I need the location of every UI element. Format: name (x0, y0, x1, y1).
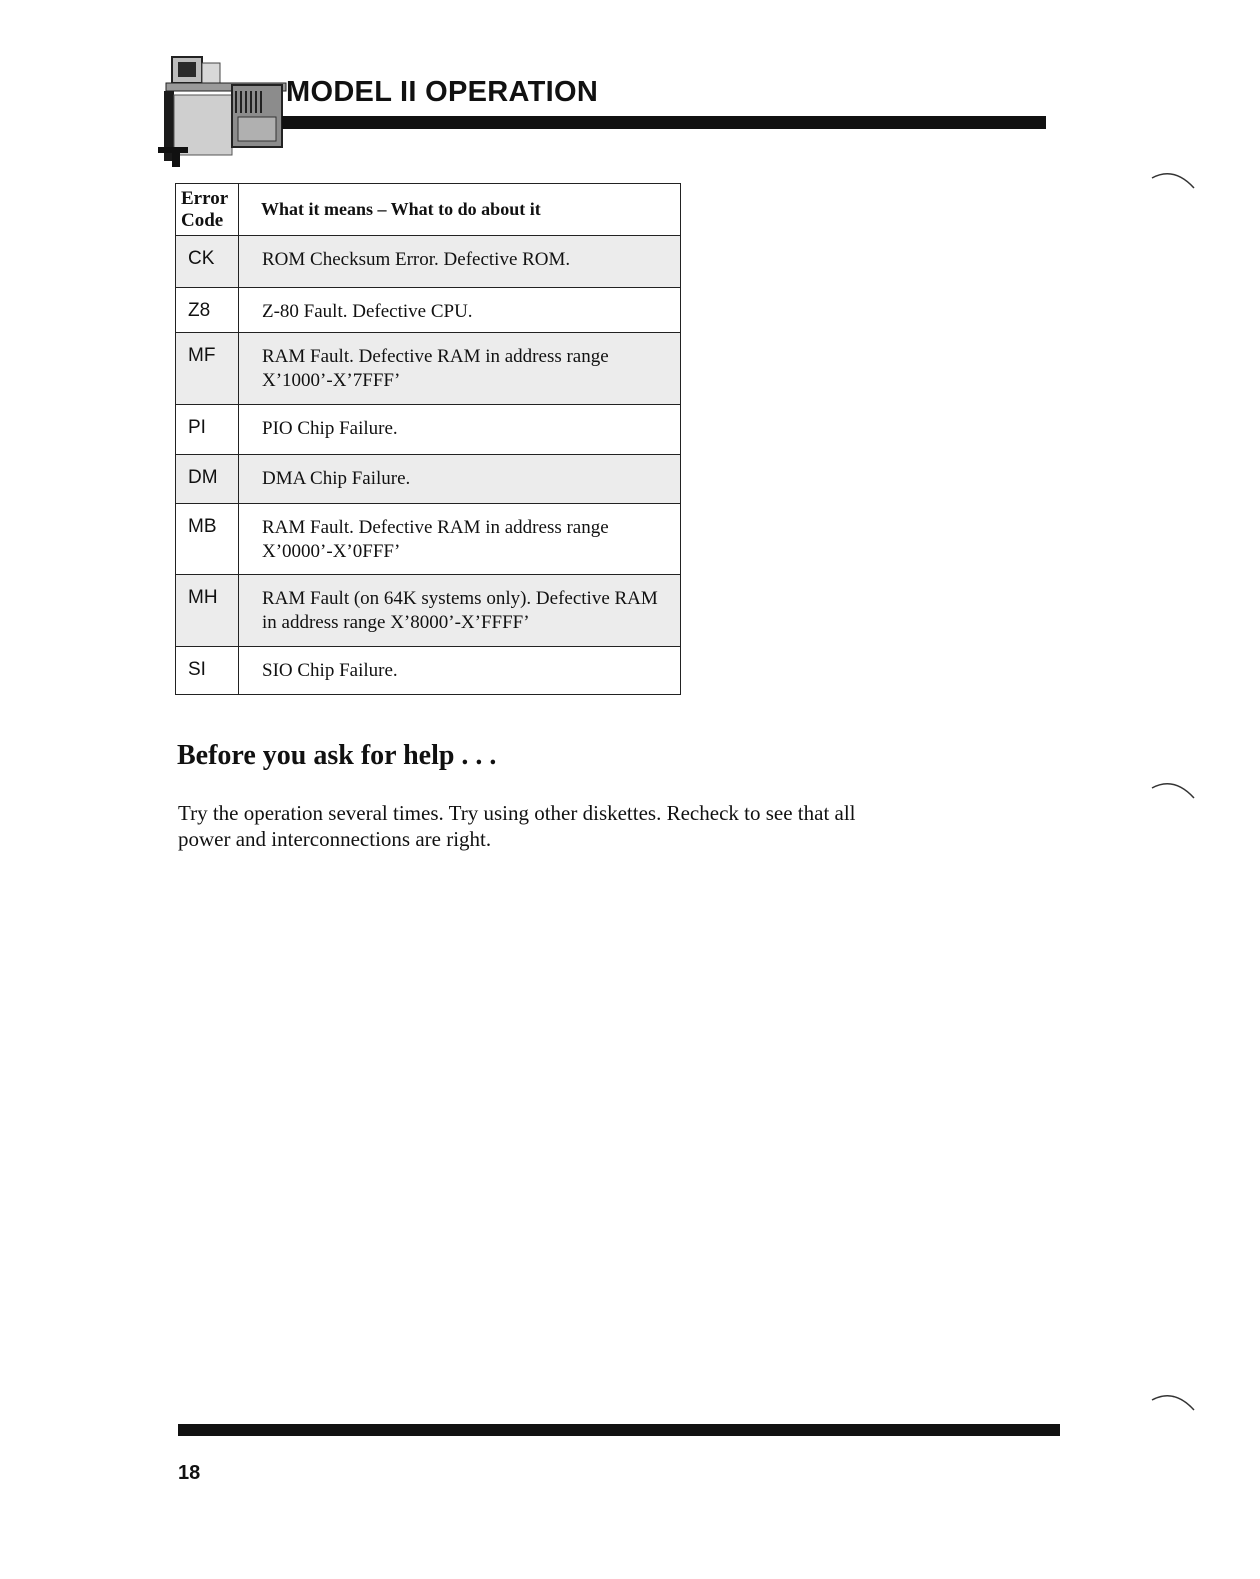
error-description: SIO Chip Failure. (239, 647, 681, 695)
footer-rule (178, 1424, 1060, 1436)
page-number: 18 (178, 1462, 201, 1484)
table-row (176, 504, 681, 575)
computer-workstation-icon (158, 55, 288, 167)
error-description: RAM Fault. Defective RAM in address range X’0000’-X’0FFF’ (239, 504, 681, 575)
binder-hole-mark (1150, 1390, 1196, 1414)
error-code: SI (176, 647, 239, 695)
table-row (176, 455, 681, 504)
col-header-error-code: Error Code (176, 184, 239, 236)
table-row (176, 288, 681, 333)
error-description: RAM Fault (on 64K systems only). Defective RAM in address range X’8000’-X’FFFF’ (239, 575, 681, 647)
table-row (176, 405, 681, 455)
error-code: DM (176, 455, 239, 504)
col-header-description: What it means – What to do about it (239, 184, 681, 236)
error-code: MF (176, 333, 239, 405)
error-description: RAM Fault. Defective RAM in address range X’1000’-X’7FFF’ (239, 333, 681, 405)
error-code: Z8 (176, 288, 239, 333)
error-description: PIO Chip Failure. (239, 405, 681, 455)
table-row (176, 575, 681, 647)
table-row (176, 236, 681, 288)
page-header-title: MODEL II OPERATION (286, 76, 599, 108)
section-body-text: Try the operation several times. Try using other diskettes. Recheck to see that all power and interconnections are right. (178, 801, 856, 851)
section-heading: Before you ask for help . . . (177, 740, 497, 771)
error-code: PI (176, 405, 239, 455)
error-code: MB (176, 504, 239, 575)
error-code: CK (176, 236, 239, 288)
binder-hole-mark (1150, 778, 1196, 802)
table-row (176, 333, 681, 405)
table-header-row (176, 184, 681, 236)
error-description: Z-80 Fault. Defective CPU. (239, 288, 681, 333)
error-description: ROM Checksum Error. Defective ROM. (239, 236, 681, 288)
binder-hole-mark (1150, 168, 1196, 192)
error-code: MH (176, 575, 239, 647)
error-code-table (175, 183, 681, 695)
error-description: DMA Chip Failure. (239, 455, 681, 504)
table-row (176, 647, 681, 695)
header-rule (282, 116, 1046, 129)
